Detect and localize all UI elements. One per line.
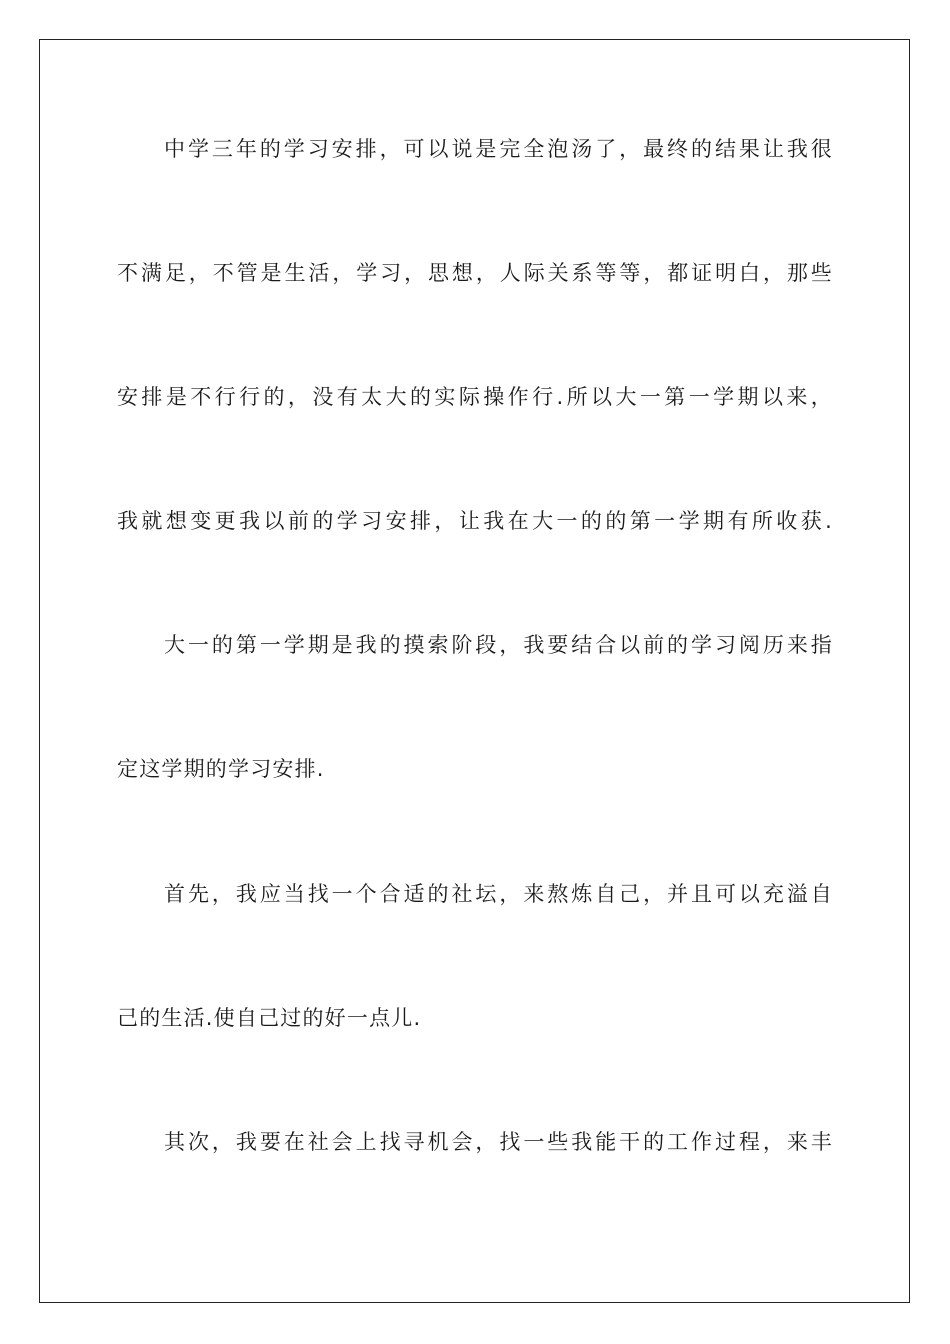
- paragraph-3-line-2: 己的生活.使自己过的好一点儿.: [117, 1006, 422, 1030]
- paragraph-2-line-1: 大一的第一学期是我的摸索阶段，我要结合以前的学习阅历来指: [164, 633, 833, 657]
- paragraph-3-line-1: 首先，我应当找一个合适的社坛，来熬炼自己，并且可以充溢自: [164, 882, 833, 906]
- paragraph-1-line-4: 我就想变更我以前的学习安排，让我在大一的的第一学期有所收获.: [117, 509, 833, 533]
- paragraph-1-line-1: 中学三年的学习安排，可以说是完全泡汤了，最终的结果让我很: [164, 137, 833, 161]
- page-frame: [39, 39, 910, 1303]
- paragraph-1-line-3: 安排是不行行的，没有太大的实际操作行.所以大一第一学期以来，: [117, 385, 833, 409]
- paragraph-2-line-2: 定这学期的学习安排.: [117, 757, 325, 781]
- paragraph-1-line-2: 不满足，不管是生活，学习，思想，人际关系等等，都证明白，那些: [117, 261, 833, 285]
- paragraph-4-line-1: 其次，我要在社会上找寻机会，找一些我能干的工作过程，来丰: [164, 1130, 833, 1154]
